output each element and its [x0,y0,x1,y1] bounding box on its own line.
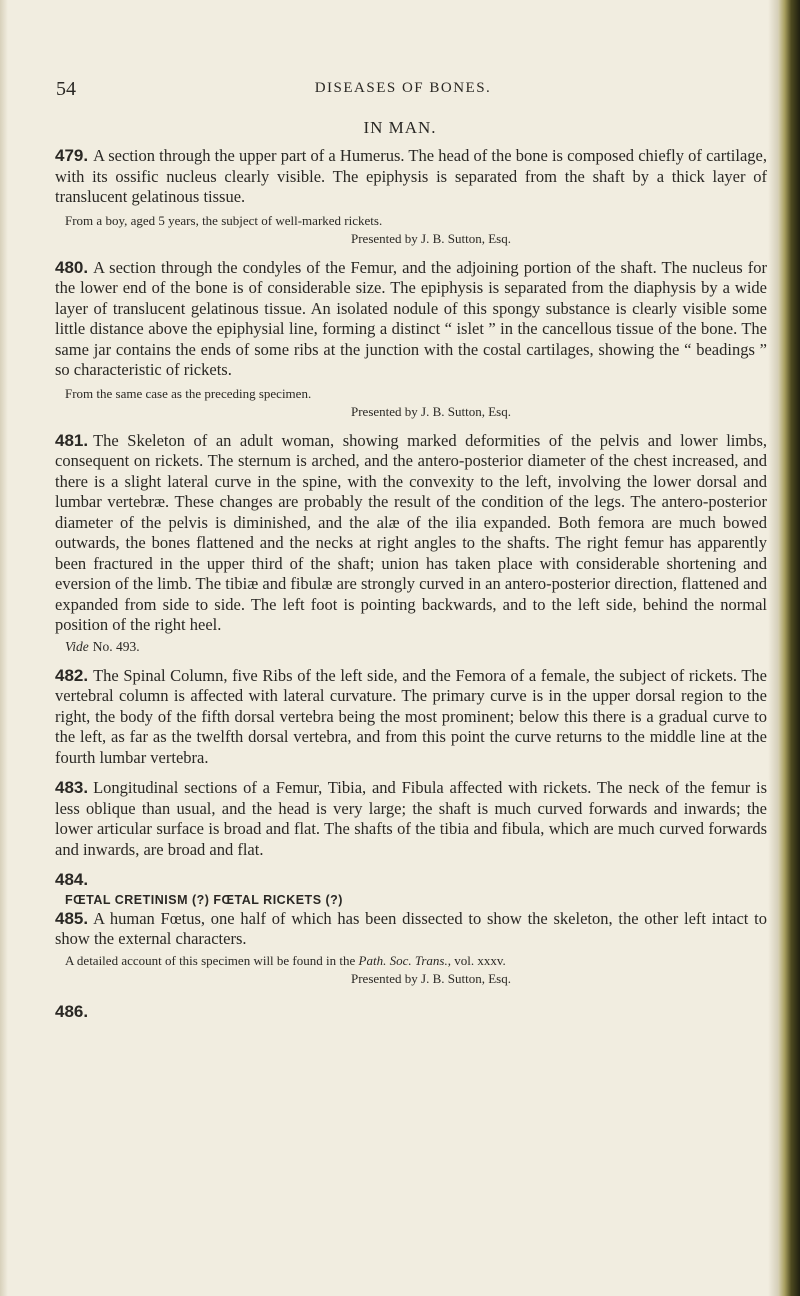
entry-description [55,870,767,891]
entry-485 [55,909,767,988]
entry-484 [55,870,767,891]
section-title: IN MAN. [363,118,437,137]
entry-donor: Presented by J. B. Sutton, Esq. [351,230,511,246]
entry-description [55,146,767,208]
entry-481 [55,431,767,656]
detail-prefix: A detailed account of this specimen will be found in the [65,952,356,968]
journal-volume: , vol. xxxv. [447,952,506,968]
page-edge [778,0,800,1296]
entry-detail [55,952,767,970]
cross-reference [55,638,767,656]
entry-number: 483. [55,778,89,797]
entry-description [55,1002,767,1023]
catalogue-entries [55,146,767,1032]
running-title: DISEASES OF BONES. [314,80,492,96]
entry-480 [55,258,767,421]
entry-source: From a boy, aged 5 years, the subject of well-marked rickets. [65,212,383,228]
page-gutter-stain [0,0,8,1296]
entry-number: 485. [55,908,89,928]
entry-description [55,909,767,950]
vide-reference: No. 493. [92,638,140,654]
entry-number: 484. [55,870,89,889]
page-edge-shadow [768,0,778,1296]
entry-description [55,431,767,636]
vide-word: Vide [65,638,89,654]
entry-479 [55,146,767,248]
entry-number: 480. [55,257,89,277]
entry-483 [55,778,767,860]
entry-text: A section through the condyles of the Femur, and the adjoining portion of the shaft. The nucleus for the lower end of the bone is of considerable size. The epiphysis is separated from the diaphysis by a wide layer of translucent gelatinous tissue. An isolated nodule of this spongy substance is clearly visible some little distance above the epiphysial line, forming a distinct “ islet ” in the cancellous tissue of the bone. The same jar contains the ends of some ribs at the junction with the costal cartilages, showing the “ beadings ” so characteristic of rickets. [55,257,767,379]
entry-donor: Presented by J. B. Sutton, Esq. [351,403,511,419]
entry-486 [55,1002,767,1023]
entry-text: The Skeleton of an adult woman, showing marked deformities of the pelvis and lower limbs, consequent on rickets. The sternum is arched, and the antero-posterior diameter of the chest increased, and there is a slight lateral curve in the spine, with the convexity to the left, involving the lower dorsal and lumbar vertebræ. These changes are probably the result of the condition of the legs. The antero-posterior diameter of the pelvis is diminished, and the alæ of the ilia expanded. Both femora are much bowed outwards, the bones flattened and the necks at right angles to the shafts. The right femur has apparently been fractured in the upper third of the shaft; union has taken place with considerable shortening and eversion of the limb. The tibiæ and fibulæ are strongly curved in an antero-posterior direction, flattened and expanded from side to side. The left foot is pointing backwards, and to the left side, behind the normal position of the right heel. [55,430,767,634]
page-number: 54 [56,78,76,100]
entry-description [55,258,767,381]
entry-number: 486. [55,1001,89,1021]
entry-description [55,666,767,769]
entry-text: Longitudinal sections of a Femur, Tibia, and Fibula affected with rickets. The neck of the femur is less oblique than usual, and the head is very large; the shaft is much curved forwards and inwards; the lower articular surface is broad and flat. The shafts of the tibia and fibula, which are much curved forwards and inwards, are broad and flat. [55,778,767,859]
entry-text: A section through the upper part of a Humerus. The head of the bone is composed chiefly of cartilage, with its ossific nucleus clearly visible. The epiphysis is separated from the shaft by a thick layer of translucent gelatinous tissue. [55,146,767,206]
entry-text: The Spinal Column, five Ribs of the left side, and the Femora of a female, the subject of rickets. The vertebral column is affected with lateral curvature. The primary curve is in the upper dorsal region to the right, the body of the fifth dorsal vertebra being the most prominent; below this there is a gradual curve to the left, as far as the twelfth dorsal vertebra, and from this point the curve returns to the middle line at the fourth lumbar vertebra. [55,665,767,767]
subheading: FŒTAL CRETINISM (?) FŒTAL RICKETS (?) [65,892,343,907]
entry-description [55,778,767,860]
entry-source: From the same case as the preceding specimen. [65,385,312,401]
journal-title: Path. Soc. Trans. [358,952,448,968]
entry-482 [55,666,767,769]
entry-number: 481. [55,430,89,450]
entry-text: A human Fœtus, one half of which has been dissected to show the skeleton, the other left intact to show the external characters. [55,908,767,948]
entry-number: 482. [55,665,89,685]
entry-number: 479. [55,146,89,165]
entry-donor: Presented by J. B. Sutton, Esq. [351,970,511,986]
page-header [56,78,750,102]
